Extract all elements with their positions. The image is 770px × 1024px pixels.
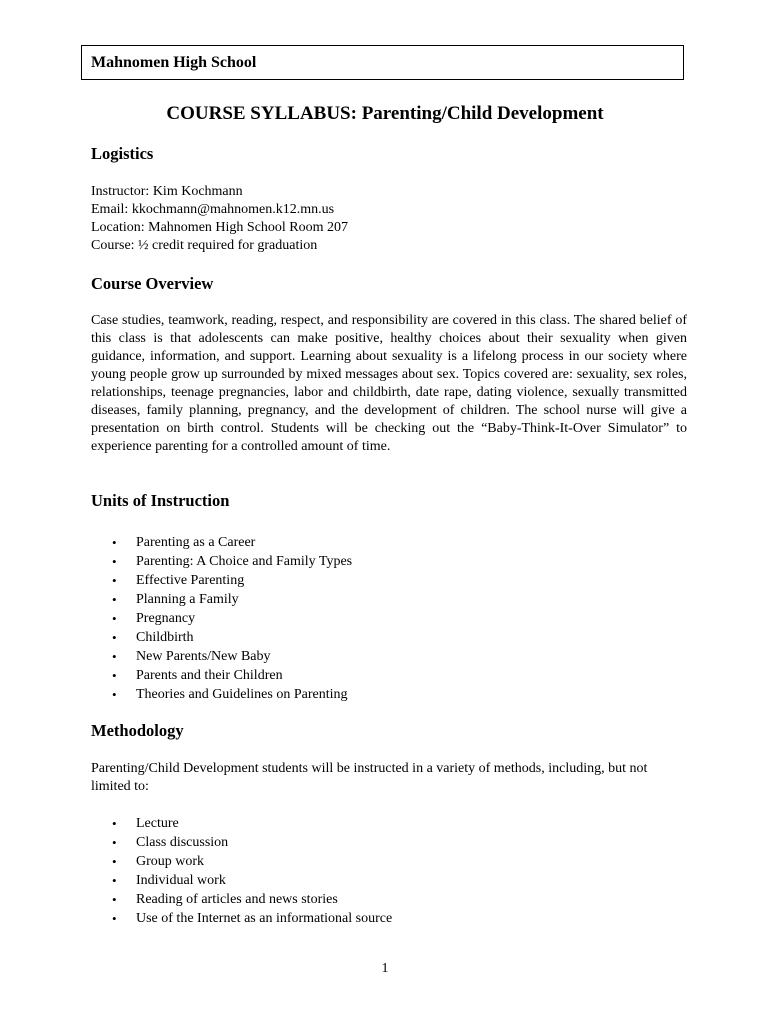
bullet-icon: • — [112, 816, 117, 831]
methodology-intro: Parenting/Child Development students will be instructed in a variety of methods, including, but not limited to: — [91, 761, 648, 794]
bullet-icon: • — [112, 854, 117, 869]
bullet-icon: • — [112, 535, 117, 550]
bullet-icon: • — [112, 892, 117, 907]
list-item: • Group work — [112, 854, 205, 869]
bullet-icon: • — [112, 630, 117, 645]
logistics-block — [91, 183, 691, 255]
page-title: COURSE SYLLABUS: Parenting/Child Development — [166, 103, 604, 124]
bullet-icon: • — [112, 911, 117, 926]
bullet-icon: • — [112, 611, 117, 626]
list-item: • Effective Parenting — [112, 573, 245, 588]
list-item: • Parenting: A Choice and Family Types — [112, 554, 353, 569]
bullet-icon: • — [112, 573, 117, 588]
page-number: 1 — [381, 961, 389, 976]
course-overview-text: Case studies, teamwork, reading, respect, and responsibility are covered in this class. The shared belief of this class is that adolescents can make positive, healthy choices about their sexuality when given guidance, information, and support. Learning about sexuality is a lifelong process in our society where young people grow up surrounded by mixed messages about sex. Topics covered are: sexuality, sex roles, relationships, teenage pregnancies, labor and childbirth, date rape, dating violence, sexually transmitted diseases, family planning, pregnancy, and the development of children. The school nurse will give a presentation on birth control. Students will be checking out the “Baby-Think-It-Over Simulator” to experience parenting for a controlled amount of time. — [91, 313, 687, 454]
bullet-icon: • — [112, 668, 117, 683]
course-overview-heading: Course Overview — [91, 274, 214, 293]
bullet-icon: • — [112, 649, 117, 664]
units-heading: Units of Instruction — [91, 491, 230, 510]
list-item: • Planning a Family — [112, 592, 239, 607]
list-item: • Class discussion — [112, 835, 229, 850]
bullet-icon: • — [112, 873, 117, 888]
list-item: • Reading of articles and news stories — [112, 892, 338, 907]
list-item: • Parenting as a Career — [112, 535, 256, 550]
list-item: • Individual work — [112, 873, 226, 888]
location-line: Location: Mahnomen High School Room 207 — [91, 220, 349, 235]
list-item: • Theories and Guidelines on Parenting — [112, 687, 348, 702]
bullet-icon: • — [112, 687, 117, 702]
list-item: • Use of the Internet as an informational source — [112, 911, 393, 926]
bullet-icon: • — [112, 835, 117, 850]
school-header-box — [81, 45, 684, 80]
list-item: • Pregnancy — [112, 611, 196, 626]
bullet-icon: • — [112, 554, 117, 569]
list-item: • Parents and their Children — [112, 668, 283, 683]
email-line: Email: kkochmann@mahnomen.k12.mn.us — [91, 202, 335, 217]
course-line: Course: ½ credit required for graduation — [91, 238, 318, 253]
bullet-icon: • — [112, 592, 117, 607]
school-name: Mahnomen High School — [91, 54, 257, 71]
methodology-heading: Methodology — [91, 721, 184, 740]
logistics-heading: Logistics — [91, 144, 154, 163]
list-item: • Lecture — [112, 816, 179, 831]
list-item: • New Parents/New Baby — [112, 649, 271, 664]
list-item: • Childbirth — [112, 630, 194, 645]
methodology-list — [108, 814, 392, 928]
instructor-line: Instructor: Kim Kochmann — [91, 184, 243, 199]
units-list — [108, 533, 352, 704]
